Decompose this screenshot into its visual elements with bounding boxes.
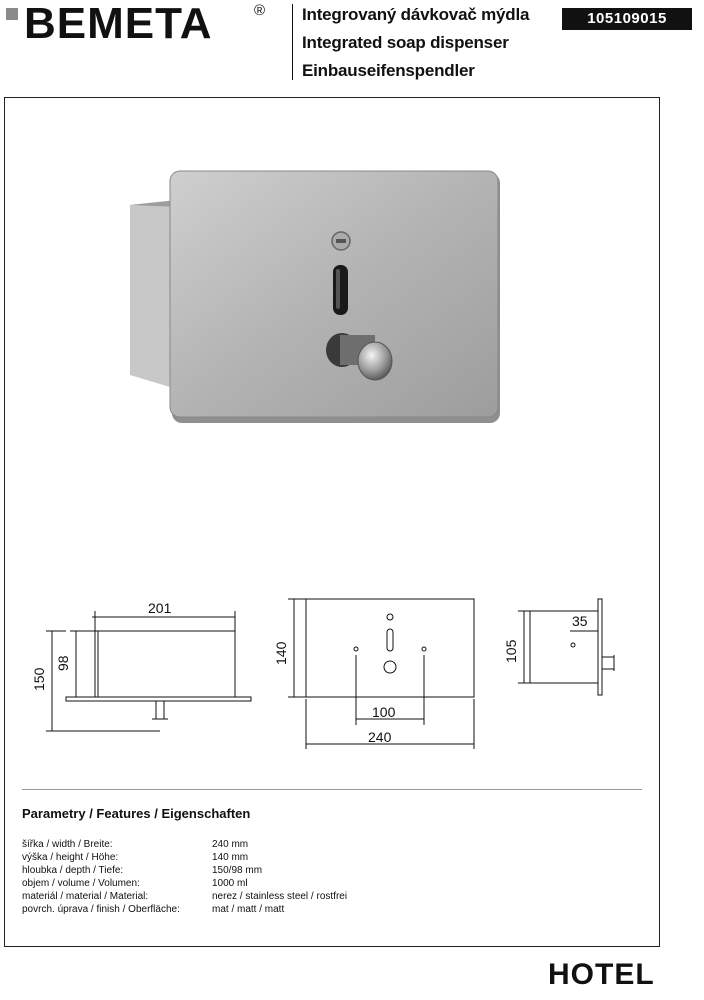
dim-201: 201 xyxy=(148,600,172,616)
side-view-body xyxy=(95,631,235,697)
dim-240: 240 xyxy=(368,729,392,745)
feature-value: 1000 ml xyxy=(212,878,248,889)
section-divider xyxy=(22,789,642,790)
feature-value: mat / matt / matt xyxy=(212,904,285,915)
features-title: Parametry / Features / Eigenschaften xyxy=(22,806,251,821)
dim-140: 140 xyxy=(273,641,289,665)
feature-value: nerez / stainless steel / rostfrei xyxy=(212,891,348,902)
dim-100: 100 xyxy=(372,704,396,720)
product-code-badge: 105109015 xyxy=(562,8,692,30)
header-divider xyxy=(292,4,293,80)
feature-value: 240 mm xyxy=(212,839,249,850)
product-photo xyxy=(120,165,510,430)
dim-35: 35 xyxy=(572,613,588,629)
feature-label: šířka / width / Breite: xyxy=(22,839,113,850)
feature-label: objem / volume / Volumen: xyxy=(22,878,140,889)
feature-value: 150/98 mm xyxy=(212,865,263,876)
brand-logo: BEMETA xyxy=(24,0,213,48)
title-czech: Integrovaný dávkovač mýdla xyxy=(302,5,530,24)
feature-label: hloubka / depth / Tiefe: xyxy=(22,865,124,876)
logo-square-icon xyxy=(6,8,18,20)
category-label: HOTEL xyxy=(548,958,655,991)
feature-value: 140 mm xyxy=(212,852,249,863)
dim-105: 105 xyxy=(503,639,519,663)
title-english: Integrated soap dispenser xyxy=(302,33,509,52)
feature-label: povrch. úprava / finish / Oberfläche: xyxy=(22,904,180,915)
feature-label: materiál / material / Material: xyxy=(22,891,149,902)
dim-98: 98 xyxy=(55,655,71,671)
dim-150: 150 xyxy=(31,667,47,691)
title-german: Einbauseifenspendler xyxy=(302,61,475,80)
feature-label: výška / height / Höhe: xyxy=(22,852,119,863)
registered-mark: ® xyxy=(254,2,266,19)
technical-drawing xyxy=(31,595,680,765)
